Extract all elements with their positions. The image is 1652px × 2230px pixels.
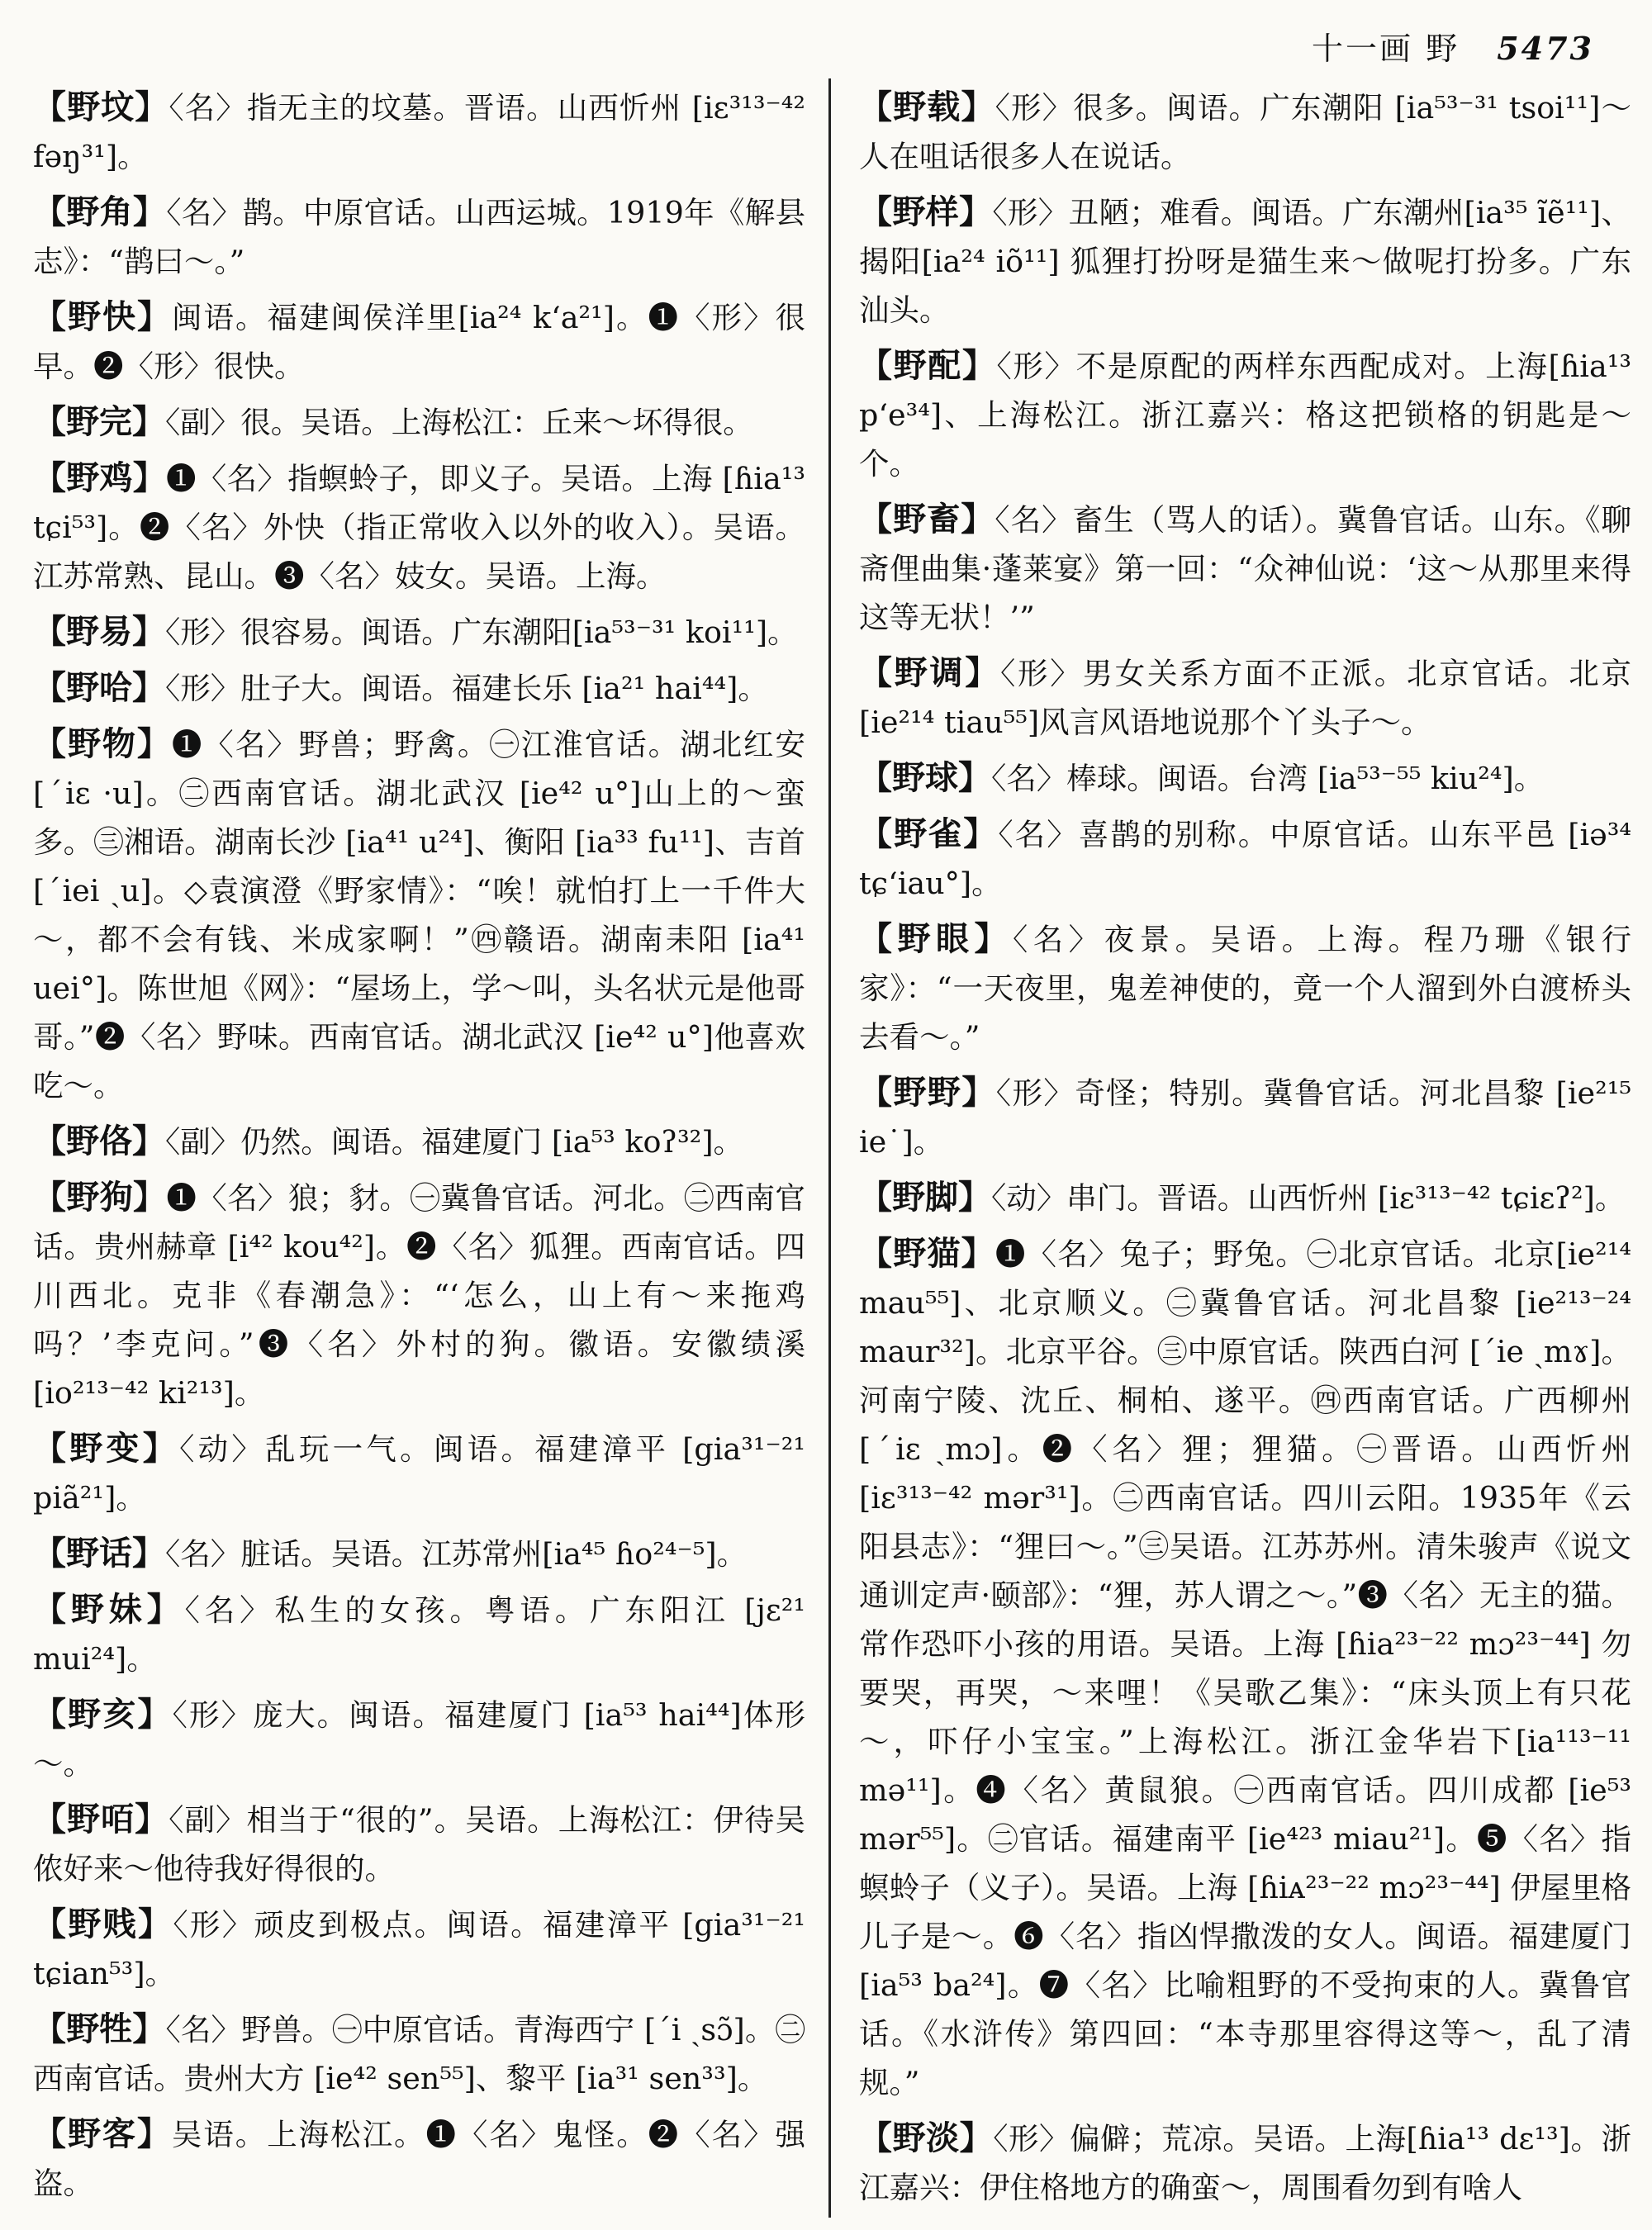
dictionary-entry	[33, 1117, 805, 1166]
dictionary-entry	[859, 495, 1631, 642]
definition: 〈副〉仍然。闽语。福建厦门 [ia⁵³ koʔ³²]。	[165, 1124, 744, 1160]
left-column	[33, 83, 805, 2214]
dictionary-entry	[859, 1229, 1631, 2107]
headword: 【野样】	[859, 192, 993, 231]
dictionary-entry	[33, 719, 805, 1110]
dictionary-entry	[859, 914, 1631, 1061]
dictionary-entry	[33, 1690, 805, 1788]
definition: 闽语。福建闽侯洋里[ia²⁴ k‘a²¹]。❶〈形〉很早。❷〈形〉很快。	[33, 300, 806, 384]
dictionary-entry	[859, 648, 1631, 747]
headword: 【野调】	[859, 653, 1000, 692]
headword: 【野咟】	[33, 1800, 169, 1839]
dictionary-entry	[33, 292, 805, 391]
definition: 〈动〉乱玩一气。闽语。福建漳平 [gia³¹⁻²¹ piã²¹]。	[33, 1431, 805, 1516]
definition: 〈形〉很容易。闽语。广东潮阳[ia⁵³⁻³¹ koi¹¹]。	[165, 614, 798, 650]
definition: 吴语。上海松江。❶〈名〉鬼怪。❷〈名〉强盗。	[33, 2117, 806, 2201]
dictionary-entry	[33, 1795, 805, 1893]
dictionary-entry	[33, 1173, 805, 1417]
headword: 【野牲】	[33, 2009, 166, 2048]
headword: 【野完】	[33, 402, 165, 441]
headword: 【野角】	[33, 192, 167, 231]
definition: ❶〈名〉野兽；野禽。㊀江淮官话。湖北红安 [ˊiɛ ·u]。㊁西南官话。湖北武汉 [ie⁴² u°]山上的～蛮多。㊂湘语。湖南长沙 [ia⁴¹ u²⁴]、衡阳 [ia³³ fu¹¹]、吉首 [ˊiei ˏu]。◇袁演澄《野家情》：“唉！就怕打上一千件大～，都不会有钱、米成家啊！”㊃赣语。湖南耒阳 [ia⁴¹ uei°]。陈世旭《网》：“屋场上，学～叫，头名状元是他哥哥。”❷〈名〉野味。西南官话。湖北武汉 [ie⁴² u°]他喜欢吃～。	[33, 727, 806, 1103]
dictionary-entry	[33, 2109, 805, 2208]
headword: 【野配】	[859, 346, 997, 385]
dictionary-entry	[33, 607, 805, 657]
dictionary-entry	[33, 1424, 805, 1522]
headword: 【野快】	[33, 297, 172, 336]
definition: 〈名〉私生的女孩。粤语。广东阳江 [jɛ²¹ mui²⁴]。	[33, 1592, 805, 1677]
definition: 〈动〉串门。晋语。山西忻州 [iɛ³¹³⁻⁴² tɕiɛʔ²]。	[991, 1180, 1626, 1216]
dictionary-entry	[33, 2005, 805, 2103]
dictionary-entry	[33, 1900, 805, 1998]
headword: 【野畜】	[859, 500, 995, 539]
dictionary-entry	[859, 753, 1631, 803]
definition: 〈副〉很。吴语。上海松江：丘来～坏得很。	[165, 405, 753, 440]
headword: 【野雀】	[859, 814, 999, 853]
definition: 〈形〉顽皮到极点。闽语。福建漳平 [gia³¹⁻²¹ tɕian⁵³]。	[33, 1907, 806, 1991]
definition: 〈名〉野兽。㊀中原官话。青海西宁 [ˊi ˏsɔ̃]。㊁西南官话。贵州大方 [ie⁴² sen⁵⁵]、黎平 [ia³¹ sen³³]。	[33, 2012, 806, 2096]
dictionary-entry	[33, 1529, 805, 1578]
headword: 【野球】	[859, 758, 991, 797]
definition: 〈形〉丑陋；难看。闽语。广东潮州[ia³⁵ ĩẽ¹¹]、揭阳[ia²⁴ iõ¹¹] 狐狸打扮呀是猫生来～做呢打扮多。广东汕头。	[859, 195, 1632, 328]
headword: 【野哈】	[33, 668, 165, 707]
definition: 〈形〉很多。闽语。广东潮阳 [ia⁵³⁻³¹ tsoi¹¹]～人在咀话很多人在说话。	[859, 90, 1631, 174]
definition: 〈名〉鹊。中原官话。山西运城。1919年《解县志》：“鹊曰～。”	[33, 195, 806, 279]
column-divider	[828, 78, 831, 2218]
headword: 【野客】	[33, 2114, 172, 2153]
definition: ❶〈名〉狼；豺。㊀冀鲁官话。河北。㊁西南官话。贵州赫章 [i⁴² kou⁴²]。❷〈名〉狐狸。西南官话。四川西北。克非《春潮急》：“‘怎么，山上有～来拖鸡吗？’李克问。”❸〈名〉外村的狗。徽语。安徽绩溪 [io²¹³⁻⁴² ki²¹³]。	[33, 1180, 806, 1411]
headword: 【野易】	[33, 612, 165, 651]
definition: 〈名〉棒球。闽语。台湾 [ia⁵³⁻⁵⁵ kiu²⁴]。	[991, 761, 1545, 796]
headword: 【野脚】	[859, 1178, 991, 1217]
dictionary-entry	[859, 1068, 1631, 1166]
dictionary-entry	[859, 809, 1631, 908]
definition: 〈形〉不是原配的两样东西配成对。上海[ɦia¹³ p‘e³⁴]、上海松江。浙江嘉兴：格这把锁格的钥匙是～个。	[859, 349, 1631, 482]
running-head	[1312, 23, 1594, 69]
dictionary-entry	[859, 341, 1631, 488]
definition: 〈名〉脏话。吴语。江苏常州[ia⁴⁵ ɦo²⁴⁻⁵]。	[165, 1536, 748, 1572]
section-label: 十一画 野	[1312, 31, 1460, 67]
headword: 【野野】	[859, 1073, 996, 1112]
headword: 【野猫】	[859, 1234, 995, 1273]
dictionary-entry	[859, 187, 1631, 334]
definition: 〈名〉畜生（骂人的话）。冀鲁官话。山东。《聊斋俚曲集·蓬莱宴》第一回：“众神仙说：‘这～从那里来得这等无状！’”	[859, 502, 1632, 635]
definition: ❶〈名〉兔子；野兔。㊀北京官话。北京[ie²¹⁴ mau⁵⁵]、北京顺义。㊁冀鲁官话。河北昌黎 [ie²¹³⁻²⁴ maur³²]。北京平谷。㊂中原官话。陕西白河 [ˊie ˏmɤ]。河南宁陵、沈丘、桐柏、遂平。㊃西南官话。广西柳州 [ˊiɛ ˏmɔ]。❷〈名〉狸；狸猫。㊀晋语。山西忻州 [iɛ³¹³⁻⁴² mər³¹]。㊁西南官话。四川云阳。1935年《云阳县志》：“狸曰～。”㊂吴语。江苏苏州。清朱骏声《说文通训定声·颐部》：“狸，苏人谓之～。”❸〈名〉无主的猫。常作恐吓小孩的用语。吴语。上海 [ɦia²³⁻²² mɔ²³⁻⁴⁴] 勿要哭，再哭，～来哩！《吴歌乙集》：“床头顶上有只花～，吓仔小宝宝。”上海松江。浙江金华岩下[ia¹¹³⁻¹¹ mə¹¹]。❹〈名〉黄鼠狼。㊀西南官话。四川成都 [ie⁵³ mər⁵⁵]。㊁官话。福建南平 [ie⁴²³ miau²¹]。❺〈名〉指螟蛉子（义子）。吴语。上海 [ɦiᴀ²³⁻²² mɔ²³⁻⁴⁴] 伊屋里格儿子是～。❻〈名〉指凶悍撒泼的女人。闽语。福建厦门 [ia⁵³ ba²⁴]。❼〈名〉比喻粗野的不受拘束的人。冀鲁官话。《水浒传》第四回：“本寺那里容得这等～，乱了清规。”	[859, 1236, 1631, 2100]
headword: 【野贱】	[33, 1905, 173, 1943]
dictionary-entry	[33, 187, 805, 286]
headword: 【野鸡】	[33, 458, 167, 497]
dictionary-entry	[33, 1585, 805, 1683]
headword: 【野变】	[33, 1429, 180, 1468]
headword: 【野狗】	[33, 1178, 167, 1217]
headword: 【野坟】	[33, 88, 169, 126]
definition: 〈形〉偏僻；荒凉。吴语。上海[ɦia¹³ dɛ¹³]。浙江嘉兴：伊住格地方的确蛮～，周围看勿到有啥人	[859, 2121, 1632, 2205]
headword: 【野眼】	[859, 919, 1013, 958]
definition: 〈名〉夜景。吴语。上海。程乃珊《银行家》：“一天夜里，鬼差神使的，竟一个人溜到外白渡桥头去看～。”	[859, 922, 1632, 1055]
dictionary-entry	[33, 83, 805, 181]
dictionary-entry	[859, 1173, 1631, 1222]
headword: 【野妹】	[33, 1590, 185, 1629]
dictionary-entry	[859, 2114, 1631, 2212]
headword: 【野佫】	[33, 1122, 165, 1160]
dictionary-entry	[33, 397, 805, 447]
definition: 〈名〉喜鹊的别称。中原官话。山东平邑 [iə³⁴ tɕ‘iau°]。	[859, 817, 1631, 901]
definition: 〈副〉相当于“很的”。吴语。上海松江：伊待吴侬好来～他待我好得很的。	[33, 1802, 806, 1886]
definition: 〈形〉肚子大。闽语。福建长乐 [ia²¹ hai⁴⁴]。	[165, 671, 768, 706]
headword: 【野话】	[33, 1534, 165, 1573]
headword: 【野物】	[33, 724, 172, 763]
headword: 【野淡】	[859, 2118, 994, 2157]
dictionary-entry	[859, 83, 1631, 181]
definition: ❶〈名〉指螟蛉子，即义子。吴语。上海 [ɦia¹³ tɕi⁵³]。❷〈名〉外快（指正常收入以外的收入）。吴语。江苏常熟、昆山。❸〈名〉妓女。吴语。上海。	[33, 461, 806, 594]
headword: 【野载】	[859, 88, 995, 126]
definition: 〈名〉指无主的坟墓。晋语。山西忻州 [iɛ³¹³⁻⁴² fəŋ³¹]。	[33, 90, 805, 174]
headword: 【野亥】	[33, 1695, 173, 1734]
definition: 〈形〉奇怪；特别。冀鲁官话。河北昌黎 [ie²¹⁵ ie˙]。	[859, 1075, 1631, 1160]
dictionary-entry	[33, 663, 805, 713]
right-column	[859, 83, 1631, 2218]
definition: 〈形〉庞大。闽语。福建厦门 [ia⁵³ hai⁴⁴]体形～。	[33, 1697, 806, 1782]
page-number: 5473	[1497, 30, 1594, 67]
dictionary-entry	[33, 453, 805, 600]
definition: 〈形〉男女关系方面不正派。北京官话。北京[ie²¹⁴ tiau⁵⁵]风言风语地说那个丫头子～。	[859, 656, 1631, 740]
